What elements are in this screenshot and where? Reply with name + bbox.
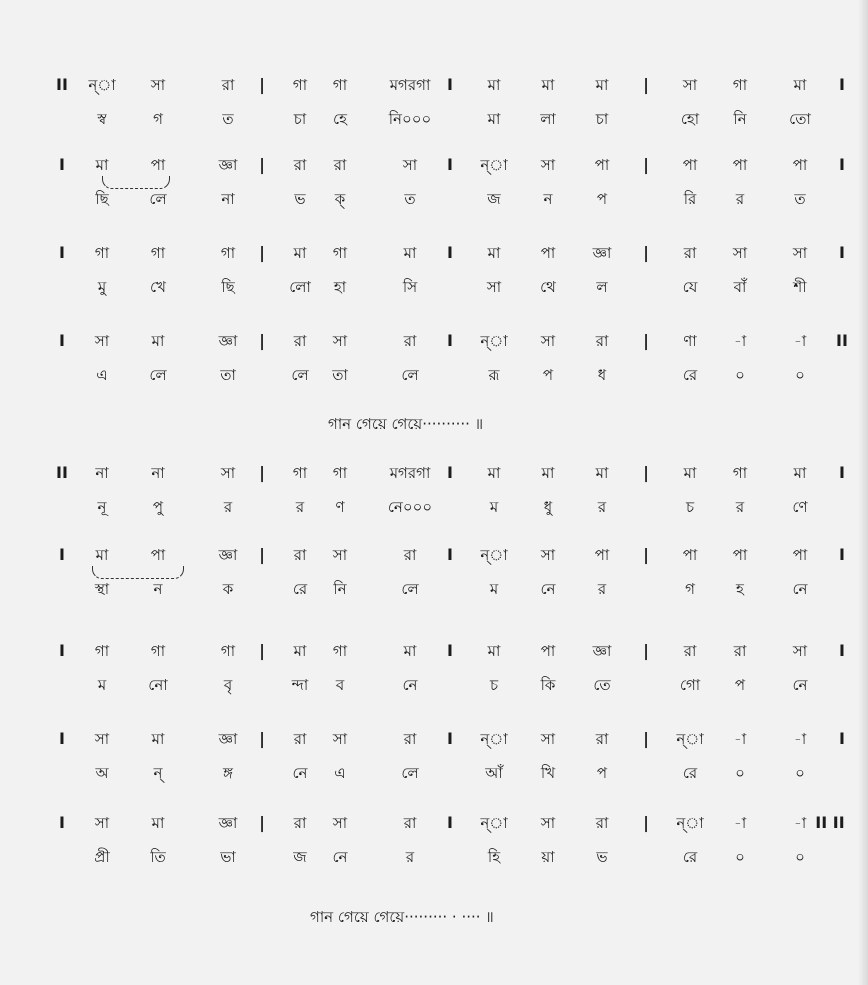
bar-line: | [259,155,265,174]
bar-line: I [59,155,65,174]
bar-line: II [56,75,68,94]
sargam-note: সা [540,156,556,174]
sargam-note: মা [293,642,307,660]
lyric-syllable: রে [682,366,698,384]
bar-line: I [447,813,453,832]
sargam-note: মগরগা [389,76,431,94]
bar-line: I [839,463,845,482]
lyric-syllable: ল [596,278,608,296]
slur-mark [102,176,170,189]
sargam-note: গা [220,244,236,262]
sargam-note: -া [733,332,747,350]
sargam-note: সা [94,814,110,832]
sargam-note: রা [403,814,417,832]
sargam-note: মা [293,244,307,262]
lyric-syllable: য়া [541,848,555,866]
sargam-note: ন্া [480,332,508,350]
sargam-note: পা [792,156,808,174]
sargam-note: রা [683,642,697,660]
lyric-row [0,670,868,700]
sargam-note: ন্া [676,814,704,832]
lyric-syllable: পু [152,498,164,516]
bar-line: | [259,545,265,564]
bar-line: I [447,463,453,482]
sargam-note: রা [683,244,697,262]
lyric-row [0,104,868,134]
bar-line: II [836,331,848,350]
lyric-syllable: লে [401,366,419,384]
bar-line: I [59,729,65,748]
sargam-note: পা [594,156,610,174]
lyric-syllable: শী [793,278,807,296]
lyric-syllable: ছি [221,278,235,296]
sargam-note: মা [403,642,417,660]
slur-mark [92,566,184,579]
lyric-syllable: স্ব [97,110,107,128]
lyric-syllable: রে [682,848,698,866]
sargam-note: পা [732,156,748,174]
sargam-note: মগরগা [389,464,431,482]
sargam-row [0,636,868,666]
lyric-syllable: লে [149,190,167,208]
sargam-note: সা [792,244,808,262]
sargam-note: ন্া [676,730,704,748]
section-footer: গান গেয়ে গেয়ে·········· ॥ [328,415,484,433]
lyric-syllable: নে [540,580,556,598]
lyric-syllable: ০ [735,366,745,384]
lyric-syllable: ত [794,190,806,208]
sargam-note: মা [151,814,165,832]
sargam-note: মা [95,546,109,564]
bar-line: I [839,155,845,174]
bar-line: | [643,463,649,482]
lyric-syllable: হি [487,848,501,866]
sargam-note: মা [541,76,555,94]
sargam-note: গা [732,76,748,94]
sargam-note: ন্া [480,546,508,564]
bar-line: I [59,813,65,832]
sargam-note: মা [793,76,807,94]
lyric-syllable: র [295,498,305,516]
bar-line: I [447,243,453,262]
sargam-note: সা [540,546,556,564]
lyric-syllable: নি [733,110,747,128]
lyric-syllable: আঁ [485,764,503,782]
sargam-note: মা [151,730,165,748]
sargam-note: রা [333,156,347,174]
lyric-syllable: ছি [95,190,109,208]
bar-line: I [839,729,845,748]
sargam-note: জ্ঞা [592,642,612,660]
lyric-row [0,360,868,390]
lyric-syllable: এ [334,764,346,782]
lyric-syllable: খে [150,278,166,296]
lyric-syllable: লে [291,366,309,384]
sargam-note: মা [487,464,501,482]
lyric-syllable: ০ [735,848,745,866]
lyric-syllable: ভা [220,848,236,866]
lyric-syllable: সা [486,278,502,296]
bar-line: II II [815,813,845,832]
lyric-syllable: চ [489,676,499,694]
sargam-note: রা [293,156,307,174]
sargam-note: মা [683,464,697,482]
sargam-note: পা [150,156,166,174]
sargam-note: জ্ঞা [218,730,238,748]
sargam-note: মা [487,244,501,262]
sargam-note: মা [403,244,417,262]
sargam-note: রা [403,546,417,564]
bar-line: | [259,75,265,94]
lyric-syllable: লে [401,764,419,782]
bar-line: | [643,243,649,262]
sargam-row [0,238,868,268]
bar-line: I [839,641,845,660]
lyric-syllable: মা [487,110,501,128]
lyric-syllable: ন [153,580,163,598]
lyric-syllable: প [734,676,746,694]
lyric-syllable: লে [401,580,419,598]
sargam-note: গা [732,464,748,482]
lyric-row [0,842,868,872]
sargam-note: পা [682,546,698,564]
lyric-syllable: যে [682,278,698,296]
sargam-note: গা [332,76,348,94]
sargam-note: সা [332,814,348,832]
sargam-note: -া [733,730,747,748]
sargam-row [0,458,868,488]
lyric-syllable: থে [540,278,556,296]
lyric-syllable: ভ [596,848,608,866]
lyric-syllable: লো [289,278,311,296]
lyric-syllable: ভ [294,190,306,208]
sargam-note: -া [793,814,807,832]
sargam-note: সা [332,546,348,564]
sargam-row [0,70,868,100]
lyric-syllable: হে [333,110,347,128]
lyric-syllable: ০ [735,764,745,782]
lyric-syllable: গো [679,676,701,694]
lyric-syllable: র [597,498,607,516]
lyric-syllable: গ [153,110,163,128]
lyric-syllable: ঙ্গ [223,764,233,782]
lyric-syllable: লা [540,110,556,128]
lyric-syllable: তা [220,366,236,384]
lyric-syllable: ন্ [153,764,163,782]
sargam-note: রা [403,332,417,350]
sargam-note: মা [487,76,501,94]
sargam-note: রা [403,730,417,748]
bar-line: I [59,331,65,350]
lyric-row [0,492,868,522]
sargam-note: সা [402,156,418,174]
lyric-syllable: র [405,848,415,866]
lyric-syllable: ম [489,580,499,598]
bar-line: | [643,641,649,660]
lyric-syllable: নূ [97,498,107,516]
lyric-syllable: ম [97,676,107,694]
bar-line: | [643,155,649,174]
lyric-syllable: তে [593,676,611,694]
lyric-syllable: হো [680,110,700,128]
sargam-note: রা [221,76,235,94]
lyric-syllable: জ [293,848,307,866]
lyric-syllable: নি০০০ [388,110,432,128]
sargam-note: না [151,464,165,482]
lyric-syllable: ণ [335,498,345,516]
sargam-note: রা [293,332,307,350]
lyric-syllable: বৃ [223,676,233,694]
lyric-syllable: রে [682,764,698,782]
sargam-note: সা [150,76,166,94]
lyric-syllable: সি [402,278,418,296]
bar-line: I [839,545,845,564]
bar-line: | [643,75,649,94]
sargam-note: রা [733,642,747,660]
sargam-note: সা [792,642,808,660]
bar-line: | [643,813,649,832]
bar-line: I [839,243,845,262]
sargam-note: জ্ঞা [218,546,238,564]
lyric-syllable: ০ [795,764,805,782]
lyric-syllable: হা [333,278,347,296]
sargam-note: ন্া [480,156,508,174]
lyric-syllable: প [596,764,608,782]
lyric-syllable: নে [292,764,308,782]
lyric-syllable: নি [333,580,347,598]
lyric-syllable: র [735,190,745,208]
bar-line: | [259,463,265,482]
lyric-syllable: ক্ [334,190,346,208]
lyric-syllable: এ [96,366,108,384]
sargam-note: ন্া [88,76,116,94]
bar-line: I [447,331,453,350]
lyric-syllable: নে০০০ [387,498,433,516]
lyric-syllable: রি [683,190,697,208]
lyric-syllable: ০ [795,366,805,384]
lyric-syllable: প [542,366,554,384]
lyric-syllable: স্থা [94,580,110,598]
lyric-syllable: বাঁ [733,278,747,296]
lyric-syllable: ত [404,190,416,208]
lyric-syllable: খি [540,764,556,782]
sargam-note: জ্ঞা [218,332,238,350]
sargam-note: মা [541,464,555,482]
lyric-syllable: ধু [543,498,553,516]
lyric-syllable: মু [97,278,107,296]
lyric-syllable: ব [335,676,345,694]
bar-line: I [59,545,65,564]
sargam-row [0,326,868,356]
lyric-syllable: লে [149,366,167,384]
bar-line: I [59,243,65,262]
sargam-note: ন্া [480,814,508,832]
bar-line: | [259,331,265,350]
lyric-syllable: তো [789,110,811,128]
lyric-syllable: হ [736,580,744,598]
sargam-note: পা [594,546,610,564]
sargam-note: পা [682,156,698,174]
bar-line: I [447,729,453,748]
sargam-note: গা [332,464,348,482]
sargam-note: সা [94,332,110,350]
sargam-note: সা [732,244,748,262]
sargam-note: সা [540,730,556,748]
lyric-syllable: তা [332,366,348,384]
lyric-syllable: ক [222,580,234,598]
lyric-syllable: নে [792,676,808,694]
lyric-syllable: গ [685,580,695,598]
lyric-syllable: নো [148,676,168,694]
sargam-note: রা [293,730,307,748]
sargam-row [0,724,868,754]
bar-line: | [259,729,265,748]
sargam-note: -া [793,730,807,748]
bar-line: I [59,641,65,660]
lyric-syllable: র [735,498,745,516]
lyric-syllable: ত [222,110,234,128]
lyric-syllable: র [223,498,233,516]
bar-line: I [839,75,845,94]
sargam-note: সা [220,464,236,482]
lyric-syllable: চা [595,110,609,128]
sargam-note: গা [94,642,110,660]
sargam-note: জ্ঞা [592,244,612,262]
bar-line: II [56,463,68,482]
lyric-syllable: প [596,190,608,208]
sargam-note: গা [292,464,308,482]
sargam-note: রা [595,814,609,832]
bar-line: I [447,155,453,174]
sargam-note: সা [540,814,556,832]
sargam-note: গা [150,244,166,262]
bar-line: | [259,243,265,262]
lyric-syllable: অ [95,764,109,782]
bar-line: | [643,545,649,564]
sargam-note: গা [292,76,308,94]
lyric-syllable: ম [489,498,499,516]
lyric-syllable: ন [543,190,553,208]
sargam-note: মা [595,76,609,94]
bar-line: | [643,729,649,748]
sargam-note: জ্ঞা [218,156,238,174]
sargam-note: জ্ঞা [218,814,238,832]
sargam-note: রা [293,546,307,564]
lyric-syllable: চ [685,498,695,516]
lyric-syllable: ণে [792,498,808,516]
lyric-row [0,272,868,302]
sargam-note: সা [332,730,348,748]
sargam-note: পা [150,546,166,564]
sargam-note: রা [595,730,609,748]
lyric-syllable: নে [402,676,418,694]
sargam-note: মা [595,464,609,482]
sargam-note: সা [540,332,556,350]
sargam-note: রা [293,814,307,832]
sargam-note: গা [220,642,236,660]
lyric-syllable: ধ [597,366,607,384]
sargam-note: মা [793,464,807,482]
lyric-syllable: কি [540,676,556,694]
sargam-note: গা [332,244,348,262]
sargam-note: গা [150,642,166,660]
sargam-note: সা [332,332,348,350]
lyric-syllable: তি [150,848,166,866]
lyric-syllable: রূ [488,366,500,384]
sargam-note: মা [487,642,501,660]
bar-line: I [447,75,453,94]
lyric-row [0,758,868,788]
sargam-note: মা [95,156,109,174]
lyric-syllable: চা [293,110,307,128]
lyric-syllable: না [221,190,235,208]
sargam-note: সা [682,76,698,94]
sargam-note: গা [94,244,110,262]
bar-line: | [259,641,265,660]
sargam-note: না [95,464,109,482]
sargam-note: -া [793,332,807,350]
bar-line: | [643,331,649,350]
lyric-syllable: নে [792,580,808,598]
sargam-note: সা [94,730,110,748]
sargam-note: পা [540,244,556,262]
lyric-syllable: ন্দা [291,676,309,694]
lyric-syllable: জ [487,190,501,208]
bar-line: I [447,641,453,660]
sargam-note: -া [733,814,747,832]
sargam-note: গা [332,642,348,660]
lyric-syllable: ০ [795,848,805,866]
sargam-note: ণা [683,332,697,350]
section-footer: গান গেয়ে গেয়ে········· · ···· ॥ [310,908,494,926]
bar-line: | [259,813,265,832]
sargam-note: ন্া [480,730,508,748]
lyric-syllable: র [597,580,607,598]
sargam-note: রা [595,332,609,350]
lyric-syllable: রে [292,580,308,598]
sargam-note: পা [540,642,556,660]
sargam-row [0,808,868,838]
lyric-syllable: প্রী [94,848,110,866]
sargam-note: পা [792,546,808,564]
bar-line: I [447,545,453,564]
sargam-note: মা [151,332,165,350]
lyric-syllable: নে [332,848,348,866]
sargam-note: পা [732,546,748,564]
